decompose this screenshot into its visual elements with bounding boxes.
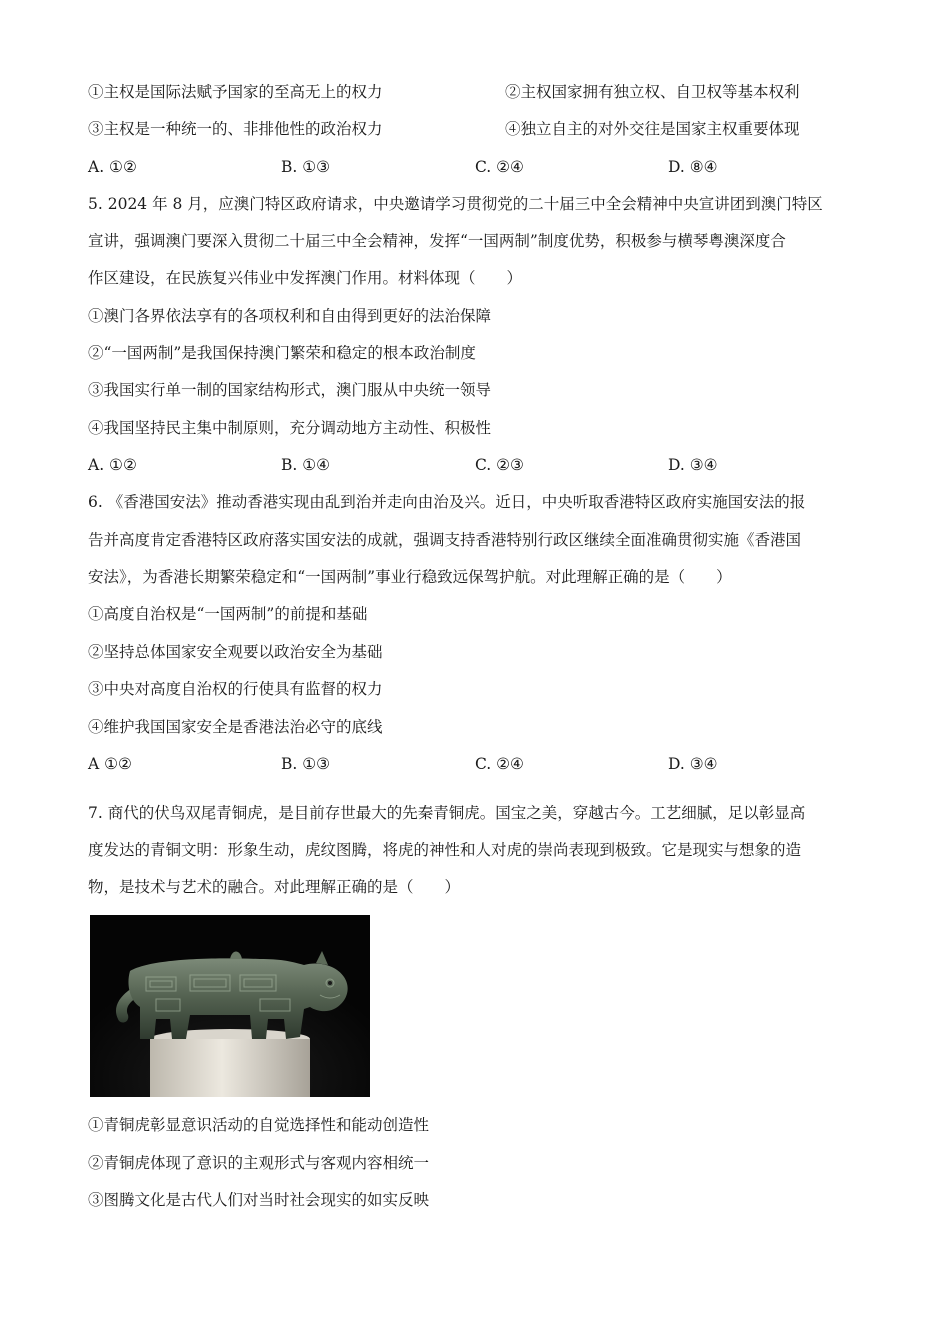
q6-statement-2: ②坚持总体国家安全观要以政治安全为基础 [88, 643, 383, 661]
q6-statement-3: ③中央对高度自治权的行使具有监督的权力 [88, 680, 383, 698]
q4-option-c: C. ②④ [475, 158, 524, 176]
q5-stem-line-3: 作区建设，在民族复兴伟业中发挥澳门作用。材料体现（ ） [88, 269, 523, 287]
q5-statement-4: ④我国坚持民主集中制原则，充分调动地方主动性、积极性 [88, 419, 492, 437]
q5-statement-3: ③我国实行单一制的国家结构形式，澳门服从中央统一领导 [88, 381, 492, 399]
q7-stem-line-2: 度发达的青铜文明：形象生动，虎纹图腾，将虎的神性和人对虎的崇尚表现到极致。它是现实与想象的造 [88, 841, 802, 859]
q7-stem-line-1: 7. 商代的伏鸟双尾青铜虎，是目前存世最大的先秦青铜虎。国宝之美，穿越古今。工艺细腻，足以彰显高 [88, 804, 806, 822]
q5-stem-line-2: 宣讲，强调澳门要深入贯彻二十届三中全会精神，发挥“一国两制”制度优势，积极参与横琴粤澳深度合 [88, 232, 786, 250]
q6-option-d: D. ③④ [668, 755, 718, 773]
q6-option-b: B. ①③ [281, 755, 331, 773]
q6-option-c: C. ②④ [475, 755, 524, 773]
q6-option-a: A ①② [88, 755, 132, 773]
q4-option-d: D. ⑧④ [668, 158, 718, 176]
q7-stem-line-3: 物，是技术与艺术的融合。对此理解正确的是（ ） [88, 878, 461, 896]
q5-statement-2: ②“一国两制”是我国保持澳门繁荣和稳定的根本政治制度 [88, 344, 476, 362]
q6-statement-4: ④维护我国国家安全是香港法治必守的底线 [88, 718, 383, 736]
q7-statement-3: ③图腾文化是古代人们对当时社会现实的如实反映 [88, 1191, 430, 1209]
bronze-tiger-photo [90, 915, 370, 1097]
q4-statement-4: ④独立自主的对外交往是国家主权重要体现 [505, 120, 800, 138]
q5-option-a: A. ①② [88, 456, 137, 474]
q7-statement-1: ①青铜虎彰显意识活动的自觉选择性和能动创造性 [88, 1116, 430, 1134]
q5-statement-1: ①澳门各界依法享有的各项权利和自由得到更好的法治保障 [88, 307, 492, 325]
bronze-tiger-illustration [90, 915, 370, 1097]
q4-option-a: A. ①② [88, 158, 137, 176]
q6-stem-line-2: 告并高度肯定香港特区政府落实国安法的成就，强调支持香港特别行政区继续全面准确贯彻实施《香港国 [88, 531, 802, 549]
q5-option-b: B. ①④ [281, 456, 331, 474]
q4-statement-1: ①主权是国际法赋予国家的至高无上的权力 [88, 83, 383, 101]
q7-statement-2: ②青铜虎体现了意识的主观形式与客观内容相统一 [88, 1154, 430, 1172]
q5-stem-line-1: 5. 2024 年 8 月，应澳门特区政府请求，中央邀请学习贯彻党的二十届三中全会精神中央宣讲团到澳门特区 [88, 195, 823, 213]
q6-statement-1: ①高度自治权是“一国两制”的前提和基础 [88, 605, 368, 623]
q5-option-d: D. ③④ [668, 456, 718, 474]
q4-option-b: B. ①③ [281, 158, 331, 176]
q6-stem-line-1: 6. 《香港国安法》推动香港实现由乱到治并走向由治及兴。近日，中央听取香港特区政府实施国安法的报 [88, 493, 806, 511]
q6-stem-line-3: 安法》，为香港长期繁荣稳定和“一国两制”事业行稳致远保驾护航。对此理解正确的是（ ） [88, 568, 732, 586]
q5-option-c: C. ②③ [475, 456, 524, 474]
q4-statement-3: ③主权是一种统一的、非排他性的政治权力 [88, 120, 383, 138]
q4-statement-2: ②主权国家拥有独立权、自卫权等基本权利 [505, 83, 800, 101]
